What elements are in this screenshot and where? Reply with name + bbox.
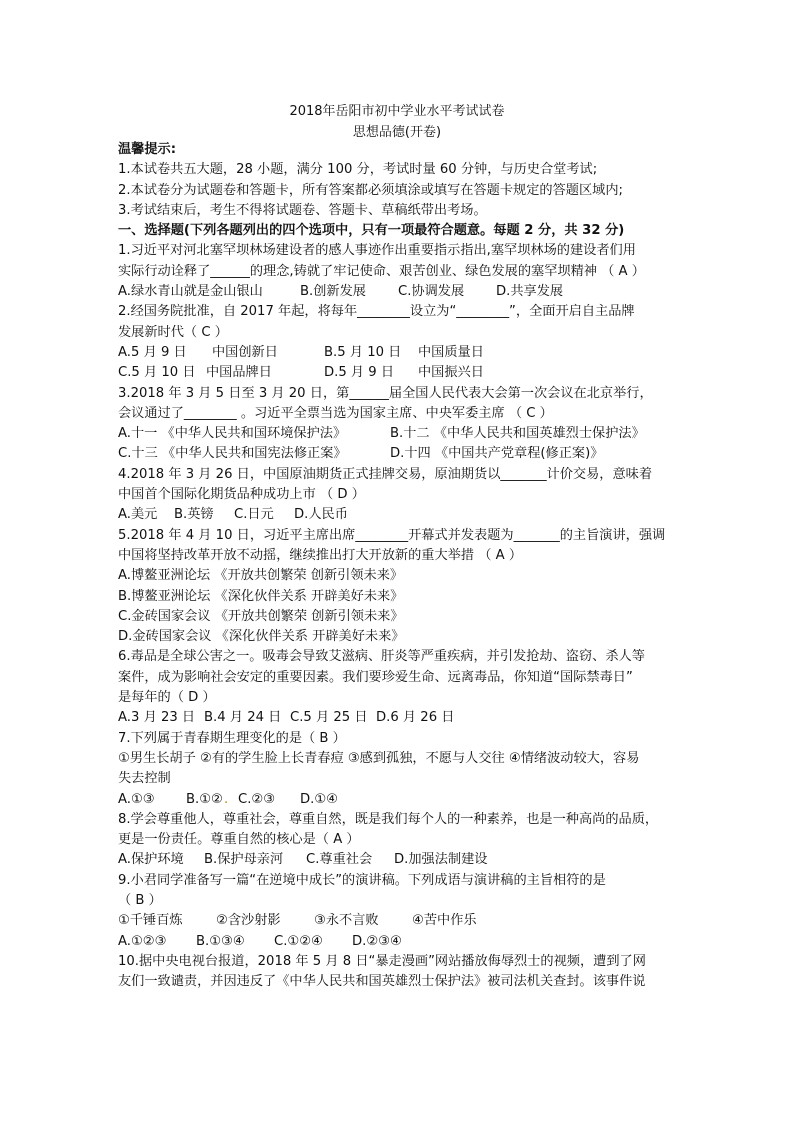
option-a: A.5 月 9 日 (118, 344, 187, 360)
option-b: B.4 月 24 日 (204, 710, 282, 726)
question-stem: 2.经国务院批准，自 2017 年起，将每年________设立为“________”，全面开启自主品牌 (118, 304, 635, 320)
option-row (118, 850, 688, 870)
question-stem: 更是一份责任。尊重自然的核心是（ A ） (118, 832, 360, 848)
stray-dot: . (224, 791, 229, 807)
idiom-item: ③永不言败 (314, 913, 379, 929)
option-c: C.②③ (238, 791, 276, 807)
question-stem: 会议通过了________ 。习近平全票当选为国家主席、中央军委主席 （ C ） (118, 405, 553, 421)
option-c: C.尊重社会 (306, 852, 373, 868)
exam-subtitle: 思想品德(开卷) (352, 125, 442, 140)
option-d: D.人民币 (294, 507, 348, 523)
option-b: B.英镑 (174, 507, 214, 523)
question-stem: （ B ） (118, 892, 162, 908)
option-a: A.3 月 23 日 (118, 710, 196, 726)
question-stem: 友们一致谴责，并因违反了《中华人民共和国英雄烈士保护法》被司法机关查封。该事件说 (118, 974, 646, 990)
option-row (118, 790, 688, 810)
idiom-item: ①千锤百炼 (118, 913, 183, 929)
item-row (118, 911, 688, 931)
option-d: D.6 月 26 日 (376, 710, 455, 726)
option-a: A.绿水青山就是金山银山 (118, 284, 263, 300)
option-c-text: 中国品牌日 (206, 365, 272, 381)
question-stem: 8.学会尊重他人，尊重社会，尊重自然，既是我们每个人的一种素养，也是一种高尚的品质， (118, 811, 659, 827)
section-heading: 一、选择题(下列各题列出的四个选项中，只有一项最符合题意。每题 2 分，共 32 分) (118, 223, 625, 239)
idiom-item: ④苦中作乐 (412, 913, 477, 929)
option-row (118, 424, 688, 444)
option-d: D.十四 《中国共产党章程(修正案)》 (390, 446, 604, 462)
option-b-text: 中国质量日 (418, 344, 484, 360)
idiom-item: ②含沙射影 (216, 913, 281, 929)
option-a: A.保护环境 (118, 852, 184, 868)
option-b: B.①② (186, 791, 223, 807)
question-stem: 案件，成为影响社会安定的重要因素。我们要珍爱生命、远离毒品，你知道“国际禁毒日” (118, 669, 633, 685)
question-stem: 中国首个国际化期货品种成功上市 （ D ） (118, 487, 365, 503)
question-stem: 是每年的（ D ） (118, 690, 216, 706)
option-d: D.加强法制建设 (394, 852, 488, 868)
option-d-text: 中国振兴日 (418, 365, 484, 381)
option-a: A.①③ (118, 791, 155, 807)
question-stem: 发展新时代（ C ） (118, 324, 228, 340)
notice-item: 2.本试卷分为试题卷和答题卡，所有答案都必须填涂或填写在答题卡规定的答题区域内; (118, 182, 623, 198)
option-a: A.博鳌亚洲论坛 《开放共创繁荣 创新引领未来》 (118, 568, 404, 584)
option-a-text: 中国创新日 (212, 344, 278, 360)
option-a: A.①②③ (118, 933, 167, 949)
question-stem: 3.2018 年 3 月 5 日至 3 月 20 日，第______届全国人民代表大会第一次会议在北京举行， (118, 385, 653, 401)
option-c: C.①②④ (274, 933, 323, 949)
option-d: D.共享发展 (496, 284, 564, 300)
question-stem: ①男生长胡子 ②有的学生脸上长青春痘 ③感到孤独，不愿与人交往 ④情绪波动较大，容易 (118, 750, 640, 766)
option-d: D.①④ (300, 791, 338, 807)
option-b: B.创新发展 (300, 284, 366, 300)
question-stem: 6.毒品是全球公害之一。吸毒会导致艾滋病、肝炎等严重疾病，并引发抢劫、盗窃、杀人等 (118, 649, 645, 665)
option-b: B.5 月 10 日 (324, 344, 402, 360)
option-row (118, 444, 688, 464)
option-c: C.5 月 10 日 (118, 365, 196, 381)
option-a: A.十一 《中华人民共和国环境保护法》 (118, 426, 347, 442)
option-b: B.博鳌亚洲论坛 《深化伙伴关系 开辟美好未来》 (118, 588, 404, 604)
question-stem: 4.2018 年 3 月 26 日，中国原油期货正式挂牌交易，原油期货以_______计价交易，意味着 (118, 466, 653, 482)
option-b: B.保护母亲河 (204, 852, 284, 868)
question-stem: 7.下列属于青春期生理变化的是（ B ） (118, 730, 346, 746)
option-row (118, 282, 688, 302)
question-stem: 1.习近平对河北塞罕坝林场建设者的感人事迹作出重要指示指出,塞罕坝林场的建设者们用 (118, 243, 636, 259)
option-row (118, 343, 688, 363)
option-c: C.十三 《中华人民共和国宪法修正案》 (118, 446, 347, 462)
option-c: C.协调发展 (398, 284, 465, 300)
option-d: D.②③④ (352, 933, 402, 949)
option-row (118, 932, 688, 952)
option-row (118, 708, 688, 728)
notice-heading: 温馨提示: (118, 142, 177, 157)
question-stem: 中国将坚持改革开放不动摇，继续推出打大开放新的重大举措 （ A ） (118, 547, 523, 563)
option-c: C.日元 (234, 507, 274, 523)
option-b: B.十二 《中华人民共和国英雄烈士保护法》 (390, 426, 645, 442)
option-a: A.美元 (118, 507, 158, 523)
exam-content (118, 140, 688, 992)
exam-title: 2018年岳阳市初中学业水平考试试卷 (289, 104, 505, 119)
question-stem: 9.小君同学准备写一篇“在逆境中成长”的演讲稿。下列成语与演讲稿的主旨相符的是 (118, 872, 606, 888)
option-d: D.金砖国家会议 《深化伙伴关系 开辟美好未来》 (118, 629, 405, 645)
question-stem: 5.2018 年 4 月 10 日，习近平主席出席________开幕式并发表题为_______的主旨演讲，强调 (118, 527, 666, 543)
option-b: B.①③④ (196, 933, 245, 949)
option-d: D.5 月 9 日 (324, 365, 395, 381)
question-stem: 失去控制 (118, 771, 171, 787)
notice-item: 1.本试卷共五大题，28 小题，满分 100 分，考试时量 60 分钟，与历史合堂考试; (118, 162, 598, 178)
option-c: C.5 月 25 日 (290, 710, 368, 726)
option-row (118, 505, 688, 525)
question-stem: 实际行动诠释了______的理念,铸就了牢记使命、艰苦创业、绿色发展的塞罕坝精神 （ A ） (118, 263, 645, 279)
option-c: C.金砖国家会议 《开放共创繁荣 创新引领未来》 (118, 608, 404, 624)
notice-item: 3.考试结束后，考生不得将试题卷、答题卡、草稿纸带出考场。 (118, 202, 487, 218)
option-row (118, 363, 688, 383)
question-stem: 10.据中央电视台报道，2018 年 5 月 8 日“暴走漫画”网站播放侮辱烈士的视频，遭到了网 (118, 953, 646, 969)
